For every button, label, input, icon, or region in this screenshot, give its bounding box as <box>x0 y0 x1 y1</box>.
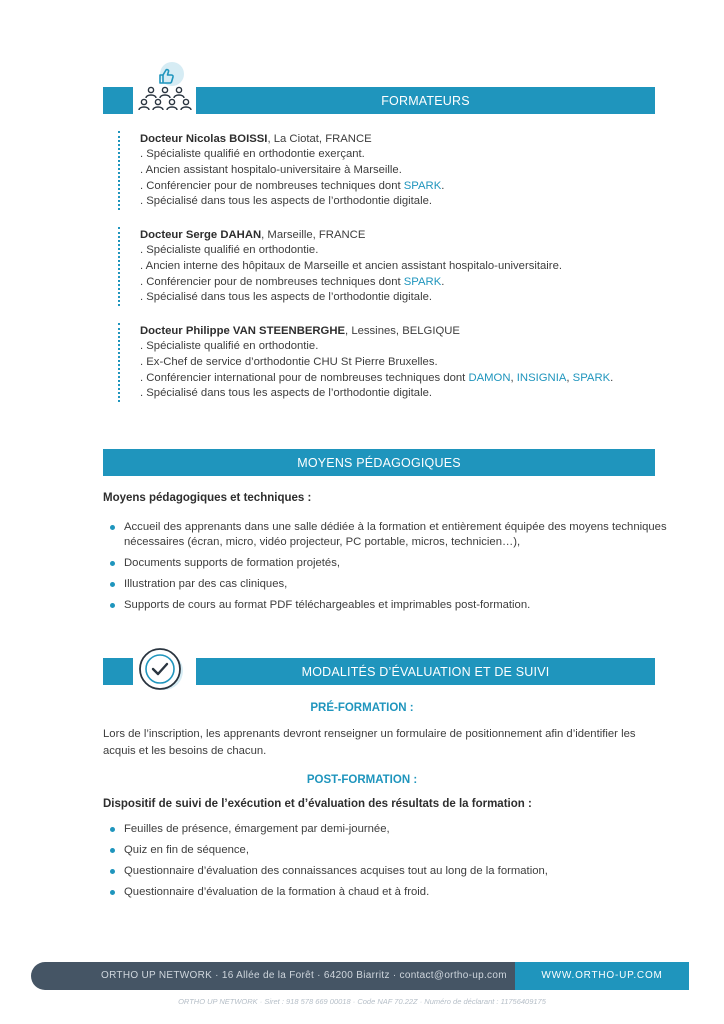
section-title-moyens: MOYENS PÉDAGOGIQUES <box>103 449 655 476</box>
trainer-item: . Ex-Chef de service d’orthodontie CHU St Pierre Bruxelles. <box>140 355 438 368</box>
footer-legal: ORTHO UP NETWORK · Siret : 918 578 669 00018 · Code NAF 70.22Z · Numéro de déclarant : 11756409175 <box>178 997 546 1006</box>
trainer-item: . Spécialiste qualifié en orthodontie exerçant. <box>140 148 365 160</box>
trainer-item: . Spécialisé dans tous les aspects de l’orthodontie digitale. <box>140 195 433 208</box>
technique-highlight: SPARK <box>572 371 611 384</box>
list-item: Quiz en fin de séquence, <box>110 843 670 858</box>
list-item: Documents supports de formation projetés, <box>110 556 670 571</box>
section-title-formateurs: FORMATEURS <box>196 87 655 114</box>
list-item: Questionnaire d’évaluation de la formation à chaud et à froid. <box>110 885 670 900</box>
list-item: Supports de cours au format PDF téléchargeables et imprimables post-formation. <box>110 598 670 613</box>
trainer-name: Docteur Serge DAHAN <box>140 229 262 241</box>
formateurs-bar-left <box>103 87 133 114</box>
trainer-name: Docteur Nicolas BOISSI <box>140 133 268 145</box>
pre-formation-text: Lors de l’inscription, les apprenants devront renseigner un formulaire de positionnement afin d’identifier les acquis et les besoins de chacun. <box>103 728 636 757</box>
technique-highlight: INSIGNIA <box>516 371 567 384</box>
trainer-name: Docteur Philippe VAN STEENBERGHE <box>140 325 346 337</box>
trainer-item: . Conférencier pour de nombreuses techniques dont SPARK. <box>140 275 445 288</box>
trainer-item: . Spécialisé dans tous les aspects de l’orthodontie digitale. <box>140 387 433 400</box>
evaluation-list <box>110 822 670 906</box>
footer-contact: ORTHO UP NETWORK · 16 Allée de la Forêt · 64200 Biarritz · contact@ortho-up.com <box>101 970 507 981</box>
trainer-card <box>118 323 700 402</box>
trainer-item: . Ancien assistant hospitalo-universitaire à Marseille. <box>140 163 402 176</box>
technique-highlight: SPARK <box>403 275 442 288</box>
trainer-card <box>118 131 700 210</box>
moyens-subtitle: Moyens pédagogiques et techniques : <box>103 492 312 504</box>
section-title-modalites: MODALITÉS D’ÉVALUATION ET DE SUIVI <box>196 658 655 685</box>
moyens-list <box>110 520 670 619</box>
trainer-location: , Marseille, FRANCE <box>261 229 366 241</box>
list-item: Accueil des apprenants dans une salle dédiée à la formation et entièrement équipée des moyens techniques nécessaires (écran, micro, vidéo projecteur, PC portable, micros, technicien…), <box>110 520 670 550</box>
trainer-item: . Spécialisé dans tous les aspects de l’orthodontie digitale. <box>140 291 433 304</box>
trainer-item: . Ancien interne des hôpitaux de Marseille et ancien assistant hospitalo-universitaire. <box>140 259 562 272</box>
trainer-item: . Spécialiste qualifié en orthodontie. <box>140 244 319 256</box>
group-with-thumbs-up-icon <box>136 56 194 114</box>
trainer-card <box>118 227 700 306</box>
technique-highlight: SPARK <box>403 179 442 192</box>
technique-highlight: DAMON <box>468 371 511 384</box>
list-item: Illustration par des cas cliniques, <box>110 577 670 592</box>
footer-website-link[interactable]: WWW.ORTHO-UP.COM <box>515 962 689 990</box>
post-formation-subtitle: Dispositif de suivi de l’exécution et d’évaluation des résultats de la formation : <box>103 798 532 810</box>
trainer-item: . Spécialiste qualifié en orthodontie. <box>140 340 319 352</box>
trainer-item: . Conférencier pour de nombreuses techniques dont SPARK. <box>140 179 445 192</box>
pre-formation-title: PRÉ-FORMATION : <box>310 702 414 714</box>
post-formation-title: POST-FORMATION : <box>306 774 418 786</box>
trainer-location: , La Ciotat, FRANCE <box>267 133 372 145</box>
list-item: Feuilles de présence, émargement par demi-journée, <box>110 822 670 837</box>
modalites-bar-left <box>103 658 133 685</box>
check-badge-icon <box>136 645 186 695</box>
trainer-item: . Conférencier international pour de nombreuses techniques dont DAMON, INSIGNIA, SPARK. <box>140 371 614 384</box>
trainer-location: , Lessines, BELGIQUE <box>345 325 460 337</box>
list-item: Questionnaire d’évaluation des connaissances acquises tout au long de la formation, <box>110 864 670 879</box>
